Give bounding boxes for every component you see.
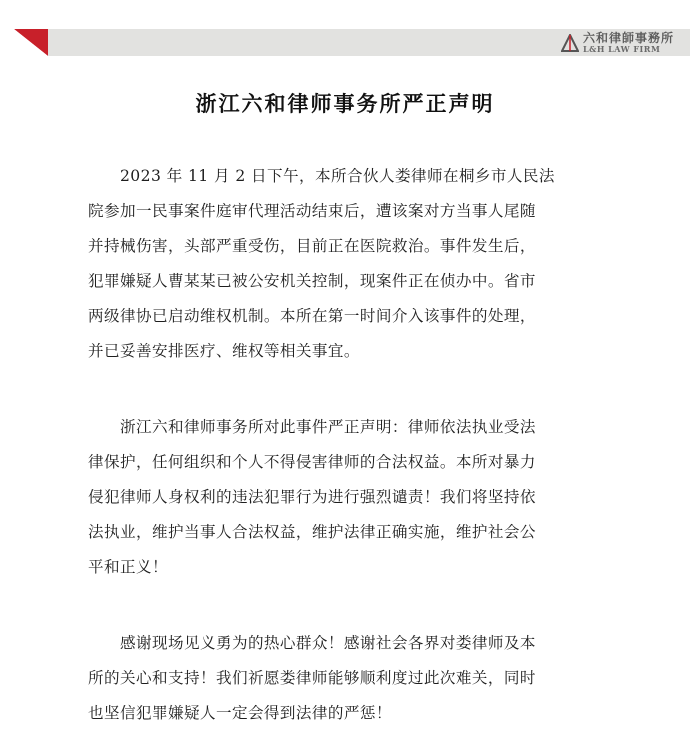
paragraph-line: 平和正义！ bbox=[88, 558, 168, 576]
paragraph-line: 所的关心和支持！我们祈愿娄律师能够顺利度过此次难关，同时 bbox=[88, 669, 536, 687]
paragraph-line: 侵犯律师人身权利的违法犯罪行为进行强烈谴责！我们将坚持依 bbox=[88, 488, 536, 506]
paragraph-line: 浙江六和律师事务所对此事件严正声明：律师依法执业受法 bbox=[88, 418, 536, 436]
letterhead-red-corner-icon bbox=[14, 29, 48, 56]
firm-name-en: L&H LAW FIRM bbox=[582, 44, 661, 54]
paragraph-line: 院参加一民事案件庭审代理活动结束后，遭该案对方当事人尾随 bbox=[88, 202, 536, 220]
firm-logo-icon bbox=[561, 34, 579, 52]
firm-name-cn: 六和律師事務所 bbox=[582, 31, 674, 45]
document-title: 浙江六和律师事务所严正声明 bbox=[195, 91, 495, 116]
paragraph-statement bbox=[88, 410, 600, 585]
paragraph-line: 两级律协已启动维权机制。本所在第一时间介入该事件的处理， bbox=[88, 307, 536, 325]
paragraph-line: 并已妥善安排医疗、维权等相关事宜。 bbox=[88, 342, 360, 360]
paragraph-line: 律保护，任何组织和个人不得侵害律师的合法权益。本所对暴力 bbox=[88, 453, 536, 471]
paragraph-line: 法执业，维护当事人合法权益，维护法律正确实施，维护社会公 bbox=[88, 523, 536, 541]
paragraph-line: 也坚信犯罪嫌疑人一定会得到法律的严惩！ bbox=[88, 704, 392, 722]
paragraph-incident bbox=[88, 159, 600, 369]
firm-logo bbox=[561, 30, 674, 55]
paragraph-line: 并持械伤害，头部严重受伤，目前正在医院救治。事件发生后， bbox=[88, 237, 536, 255]
paragraph-line: 犯罪嫌疑人曹某某已被公安机关控制，现案件正在侦办中。省市 bbox=[88, 272, 536, 290]
paragraph-line: 感谢现场见义勇为的热心群众！感谢社会各界对娄律师及本 bbox=[88, 634, 536, 652]
paragraph-thanks bbox=[88, 626, 600, 731]
paragraph-line: 2023 年 11 月 2 日下午，本所合伙人娄律师在桐乡市人民法 bbox=[88, 167, 555, 185]
